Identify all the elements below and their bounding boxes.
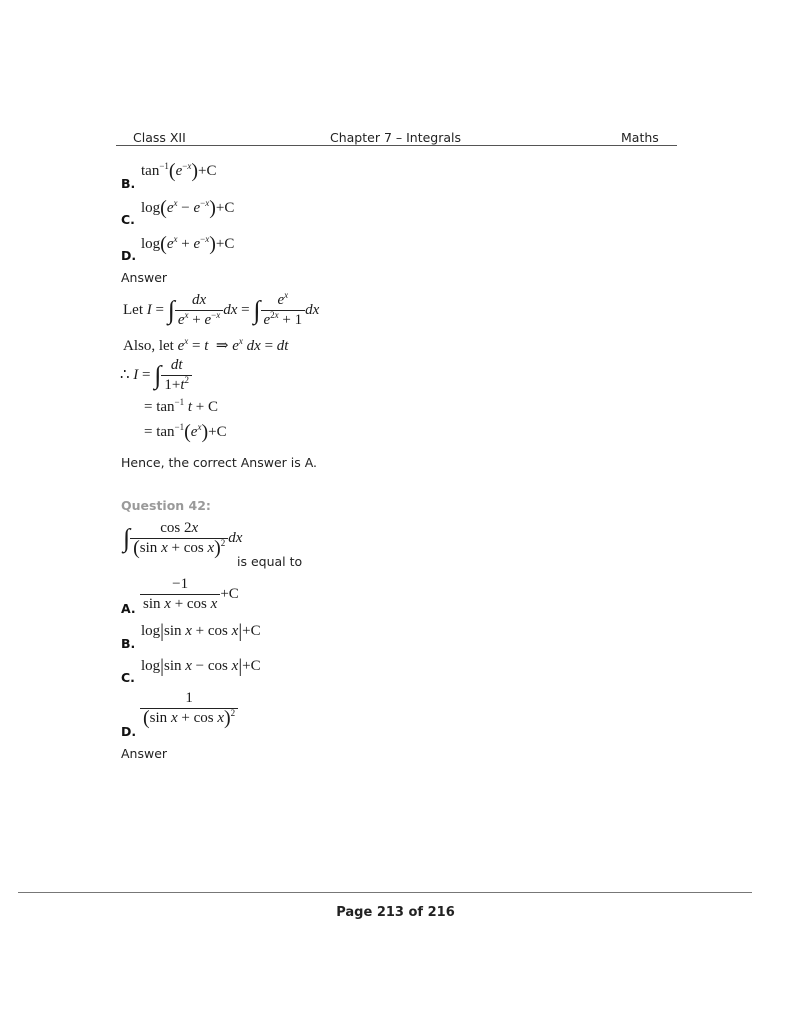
question-expr: ∫ $\frac{\cos 2x}{(\sin x + \cos x)^2}$ dx xyxy=(123,520,243,559)
header-chapter: Chapter 7 – Integrals xyxy=(330,130,462,145)
footer-divider xyxy=(18,892,752,893)
question-title: Question 42: xyxy=(121,498,211,513)
option-c-expr: log|sin x − cos x|+C xyxy=(141,656,261,677)
solution-line-5: = $\tan^{-1}(e^x)+C$ xyxy=(144,421,227,443)
prev-answer-heading: Answer xyxy=(121,270,168,285)
header-subject: Maths xyxy=(621,130,659,145)
prev-option-b-label: B. xyxy=(121,176,136,191)
prev-conclusion: Hence, the correct Answer is A. xyxy=(121,455,318,470)
solution-line-2: Also, let $e^x = t$ ⇒ $e^x$ dx = dt xyxy=(123,336,289,354)
prev-option-d-expr: $\log(e^x + e^{-x})+C$ xyxy=(141,233,235,255)
option-a-label: A. xyxy=(121,601,136,616)
option-c-label: C. xyxy=(121,670,135,685)
header-class: Class XII xyxy=(133,130,186,145)
solution-line-1: Let I = ∫ $\frac{dx}{e^x + e^{-x}}$ dx = ∫ $\frac{e^x}{e^{2x} + 1}$ dx xyxy=(123,290,320,328)
solution-line-3: ∴ I = ∫ $\frac{dt}{1+t^2}$ xyxy=(120,357,192,394)
prev-option-c-label: C. xyxy=(121,212,135,227)
option-b-expr: log|sin x + cos x|+C xyxy=(141,621,261,642)
answer-heading: Answer xyxy=(121,746,168,761)
question-suffix: is equal to xyxy=(237,554,303,569)
prev-option-d-label: D. xyxy=(121,248,137,263)
option-d-expr: $\frac{1}{(\sin x + \cos x)^2}$ xyxy=(140,690,238,727)
solution-line-4: = $\tan^{-1} t + C$ xyxy=(144,397,219,415)
prev-option-b-expr: $\tan^{-1}(e^{-x})+C$ xyxy=(141,160,217,182)
header-divider xyxy=(116,145,677,146)
option-a-expr: $\frac{-1}{\text{sin x + cos x}}$ +C xyxy=(140,576,239,613)
prev-option-c-expr: $\log(e^x - e^{-x})+C$ xyxy=(141,197,235,219)
option-b-label: B. xyxy=(121,636,136,651)
option-d-label: D. xyxy=(121,724,137,739)
page-number: Page 213 of 216 xyxy=(336,905,455,920)
